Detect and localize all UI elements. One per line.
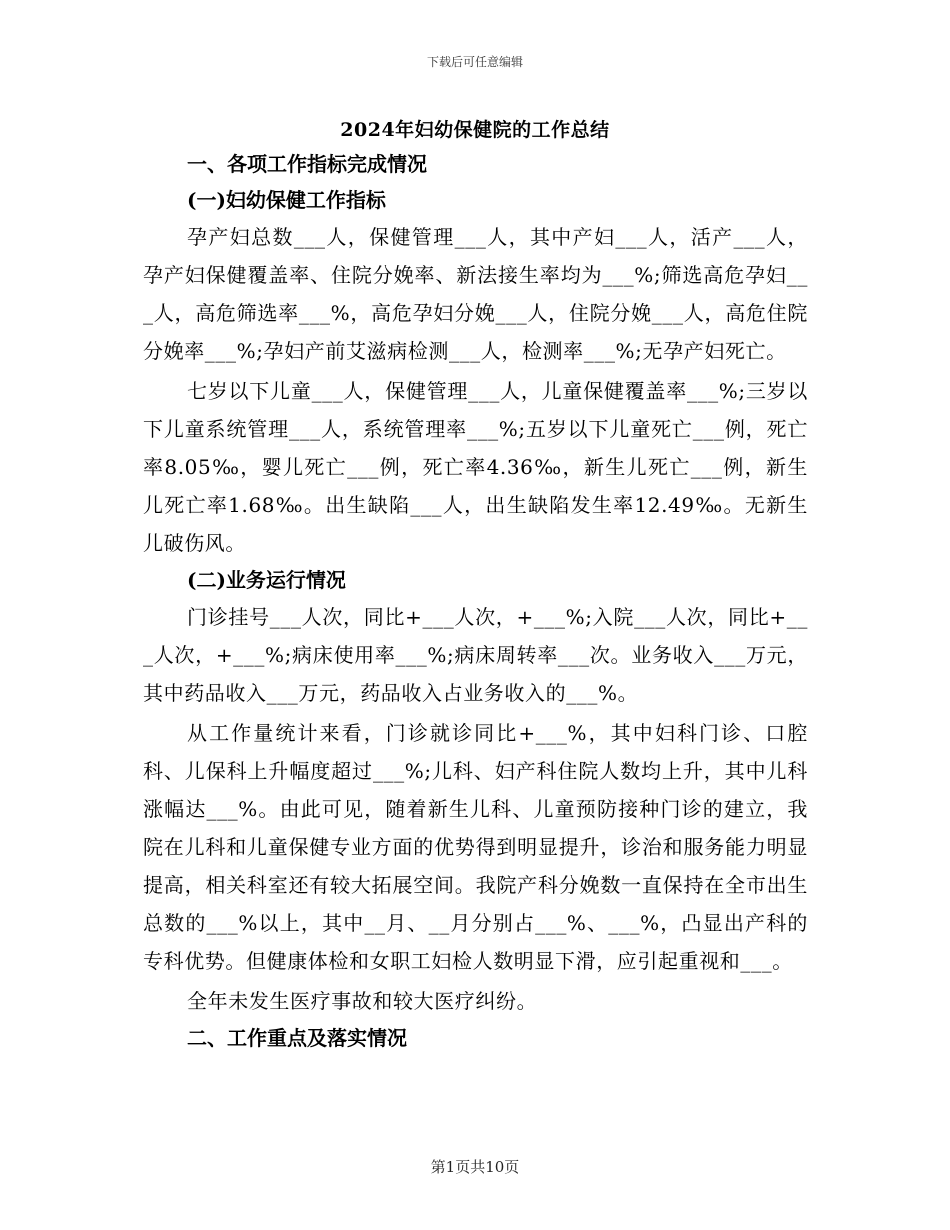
section-1-heading: 一、各项工作指标完成情况 [187, 152, 427, 176]
paragraph-no-incidents: 全年未发生医疗事故和较大医疗纠纷。 [187, 989, 538, 1013]
section-2-heading: 二、工作重点及落实情况 [187, 1026, 407, 1050]
section-1-sub-1-heading: (一)妇幼保健工作指标 [187, 188, 386, 212]
paragraph-child-indicators: 七岁以下儿童___人，保健管理___人，儿童保健覆盖率___%;三岁以下儿童系统管理___人，系统管理率___%;五岁以下儿童死亡___例，死亡率8.05‰，婴儿死亡___例，死亡率4.36‰，新生儿死亡___例，新生儿死亡率1.68‰。出生缺陷___人，出生缺陷发生率12.49‰。无新生儿破伤风。 [143, 379, 808, 555]
page-footer: 第1页共10页 [430, 1158, 520, 1176]
header-note: 下载后可任意编辑 [426, 55, 523, 69]
section-1-sub-2-heading: (二)业务运行情况 [187, 568, 346, 592]
document-title: 2024年妇幼保健院的工作总结 [340, 119, 610, 141]
paragraph-maternal-indicators: 孕产妇总数___人，保健管理___人，其中产妇___人，活产___人，孕产妇保健覆盖率、住院分娩率、新法接生率均为___%;筛选高危孕妇___人，高危筛选率___%，高危孕妇分娩___人，住院分娩___人，高危住院分娩率___%;孕妇产前艾滋病检测___人，检测率___%;无孕产妇死亡。 [143, 225, 808, 363]
document-body [143, 146, 808, 1056]
paragraph-workload-analysis: 从工作量统计来看，门诊就诊同比+___%，其中妇科门诊、口腔科、儿保科上升幅度超过___%;儿科、妇产科住院人数均上升，其中儿科涨幅达___%。由此可见，随着新生儿科、儿童预防接种门诊的建立，我院在儿科和儿童保健专业方面的优势得到明显提升，诊治和服务能力明显提高，相关科室还有较大拓展空间。我院产科分娩数一直保持在全市出生总数的___%以上，其中__月、__月分别占___%、___%，凸显出产科的专科优势。但健康体检和女职工妇检人数明显下滑，应引起重视和___。 [143, 721, 808, 973]
paragraph-operations: 门诊挂号___人次，同比+___人次，+___%;入院___人次，同比+___人次，+___%;病床使用率___%;病床周转率___次。业务收入___万元，其中药品收入___万元，药品收入占业务收入的___%。 [143, 605, 808, 705]
